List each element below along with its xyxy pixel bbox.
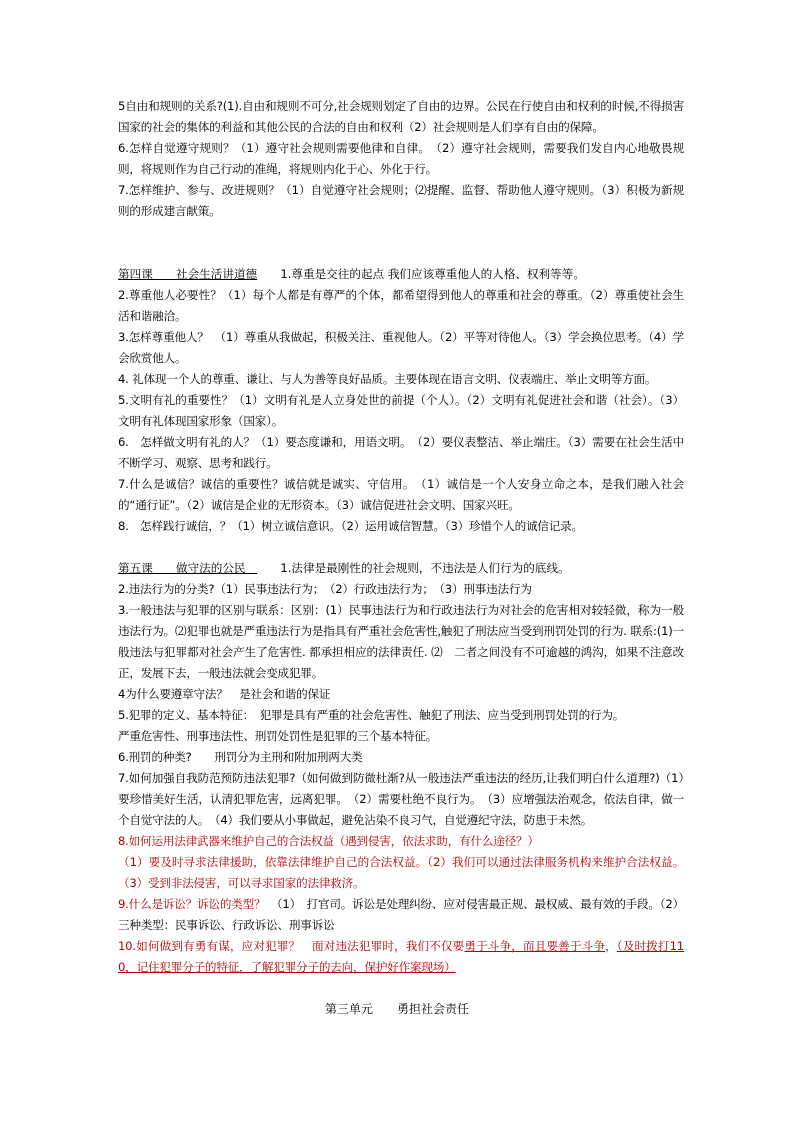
lesson4-title: 第四课 社会生活讲道德 xyxy=(118,267,258,281)
lesson5-paragraph-9 xyxy=(118,894,684,936)
lesson5-paragraph-3: 3.一般违法与犯罪的区别与联系：区别：(1）民事违法行为和行政违法行为对社会的危害相对较轻微，称为一般违法行为。⑵犯罪也就是严重违法行为是指具有严重社会危害性,触犯了刑法应当受到刑罚处罚的行为. 联系:(1)一般违法与犯罪都对社会产生了危害性. 都承担相应的法律责任. ⑵ 二者之间没有不可逾越的鸿沟，如果不注意改正，发展下去，一般违法就会变成犯罪。 xyxy=(118,603,684,680)
lesson4-paragraph-8: 8. 怎样践行诚信，？（1）树立诚信意识。（2）运用诚信智慧。（3）珍惜个人的诚信记录。 xyxy=(118,519,583,533)
unit3-title: 第三单元 勇担社会责任 xyxy=(324,1002,469,1016)
spacer xyxy=(118,222,684,243)
rules-paragraph-6: 6.怎样自觉遵守规则？（1）遵守社会规则需要他律和自律。 （2）遵守社会规则，需要我们发自内心地敬畏规则，将规则作为自己行动的准绳，将规则内化于心、外化于行。 xyxy=(118,141,684,176)
lesson5-paragraph-2: 2.违法行为的分类?（1）民事违法行为； （2）行政违法行为； （3）刑事违法行为 xyxy=(118,582,532,596)
lesson5-paragraph-10-head: 10.如何做到有勇有谋，应对犯罪？ 面对违法犯罪时，我们不仅要 xyxy=(118,939,465,953)
lesson5-title: 第五课 做守法的公民 xyxy=(118,561,258,575)
lesson5-paragraph-9-head: 9.什么是诉讼？诉讼的类型？ xyxy=(118,897,266,911)
lesson5-paragraph-8: 8.如何运用法律武器来维护自己的合法权益（遇到侵害，依法求助，有什么途径？） xyxy=(118,834,539,848)
lesson5-paragraph-10 xyxy=(118,936,684,978)
lesson4-heading-row xyxy=(118,264,684,285)
lesson5-paragraph-10-mid: ， xyxy=(605,939,617,953)
lesson5-intro: 1.法律是最刚性的社会规则，不违法是人们行为的底线。 xyxy=(257,561,570,575)
lesson5-paragraph-6: 6.刑罚的种类? 刑罚分为主刑和附加刑两大类 xyxy=(118,750,363,764)
spacer xyxy=(118,243,684,264)
lesson5-paragraph-4: 4为什么要遵章守法？ 是社会和谐的保证 xyxy=(118,687,331,701)
lesson5-paragraph-5: 5.犯罪的定义、基本特征： 犯罪是具有严重的社会危害性、触犯了刑法、应当受到刑罚处罚的行为。 xyxy=(118,708,625,722)
lesson4-paragraph-7: 7.什么是诚信？诚信的重要性？诚信就是诚实、守信用。 （1）诚信是一个人安身立命之本，是我们融入社会的“通行证”。（2）诚信是企业的无形资本。（3）诚信促进社会文明、国家兴旺。 xyxy=(118,477,684,512)
lesson5-heading-row xyxy=(118,558,684,579)
lesson4-paragraph-5: 5.文明有礼的重要性？（1）文明有礼是人立身处世的前提（个人）。（2）文明有礼促进社会和谐（社会）。（3）文明有礼体现国家形象（国家）。 xyxy=(118,393,684,428)
lesson5-paragraph-10-underline-1: 勇于斗争，而且要善于斗争 xyxy=(464,939,606,953)
lesson5-paragraph-5b: 严重危害性、刑事违法性、刑罚处罚性是犯罪的三个基本特征。 xyxy=(118,729,438,743)
lesson5-paragraph-8b: （1）要及时寻求法律援助，依靠法律维护自己的合法权益。（2）我们可以通过法律服务机构来维护合法权益。（3）受到非法侵害，可以寻求国家的法律救济。 xyxy=(118,855,684,890)
lesson4-intro: 1.尊重是交往的起点 我们应该尊重他人的人格、权利等等。 xyxy=(257,267,585,281)
rules-paragraph-7: 7.怎样维护、参与、改进规则？（1）自觉遵守社会规则；⑵提醒、监督、帮助他人遵守规则。（3）积极为新规则的形成建言献策。 xyxy=(118,183,684,218)
lesson4-paragraph-3: 3.怎样尊重他人？ （1）尊重从我做起，积极关注、重视他人。（2）平等对待他人。（3）学会换位思考。（4）学会欣赏他人。 xyxy=(118,330,684,365)
rules-paragraph-5: 5自由和规则的关系?(1).自由和规则不可分,社会规则划定了自由的边界。公民在行使自由和权利的时候,不得损害国家的社会的集体的利益和其他公民的合法的自由和权利（2）社会规则是人们享有自由的保障。 xyxy=(118,99,684,134)
lesson4-paragraph-4: 4. 礼体现一个人的尊重、谦让、与人为善等良好品质。主要体现在语言文明、仪表端庄、举止文明等方面。 xyxy=(118,372,657,386)
lesson5-paragraph-10-underline-2: （及时拨打110，记住犯罪分子的特征，了解犯罪分子的去向，保护好作案现场） xyxy=(118,939,684,974)
lesson4-paragraph-6: 6. 怎样做文明有礼的人？（1）要态度谦和，用语文明。 （2）要仪表整洁、举止端庄。（3）需要在社会生活中不断学习、观察、思考和践行。 xyxy=(118,435,684,470)
lesson4-paragraph-2: 2.尊重他人必要性？（1）每个人都是有尊严的个体，都希望得到他人的尊重和社会的尊重。（2）尊重使社会生活和谐融洽。 xyxy=(118,288,684,323)
lesson5-paragraph-9-body: （1） 打官司。诉讼是处理纠纷、应对侵害最正规、最权威、最有效的手段。（2）三种类型：民事诉讼、行政诉讼、刑事诉讼 xyxy=(118,897,685,932)
lesson5-paragraph-7: 7.如何加强自我防范预防违法犯罪?（如何做到防微杜渐?从一般违法严重违法的经历,让我们明白什么道理?)（1） 要珍惜美好生活，认清犯罪危害，远离犯罪。 （2）需要杜绝不良行为。 （3）应增强法治观念，依法自律，做一个自觉守法的人。 （4）我们要从小事做起，避免沾染不良习气，自觉遵纪守法，防患于未然。 xyxy=(118,771,696,827)
spacer xyxy=(118,537,684,558)
